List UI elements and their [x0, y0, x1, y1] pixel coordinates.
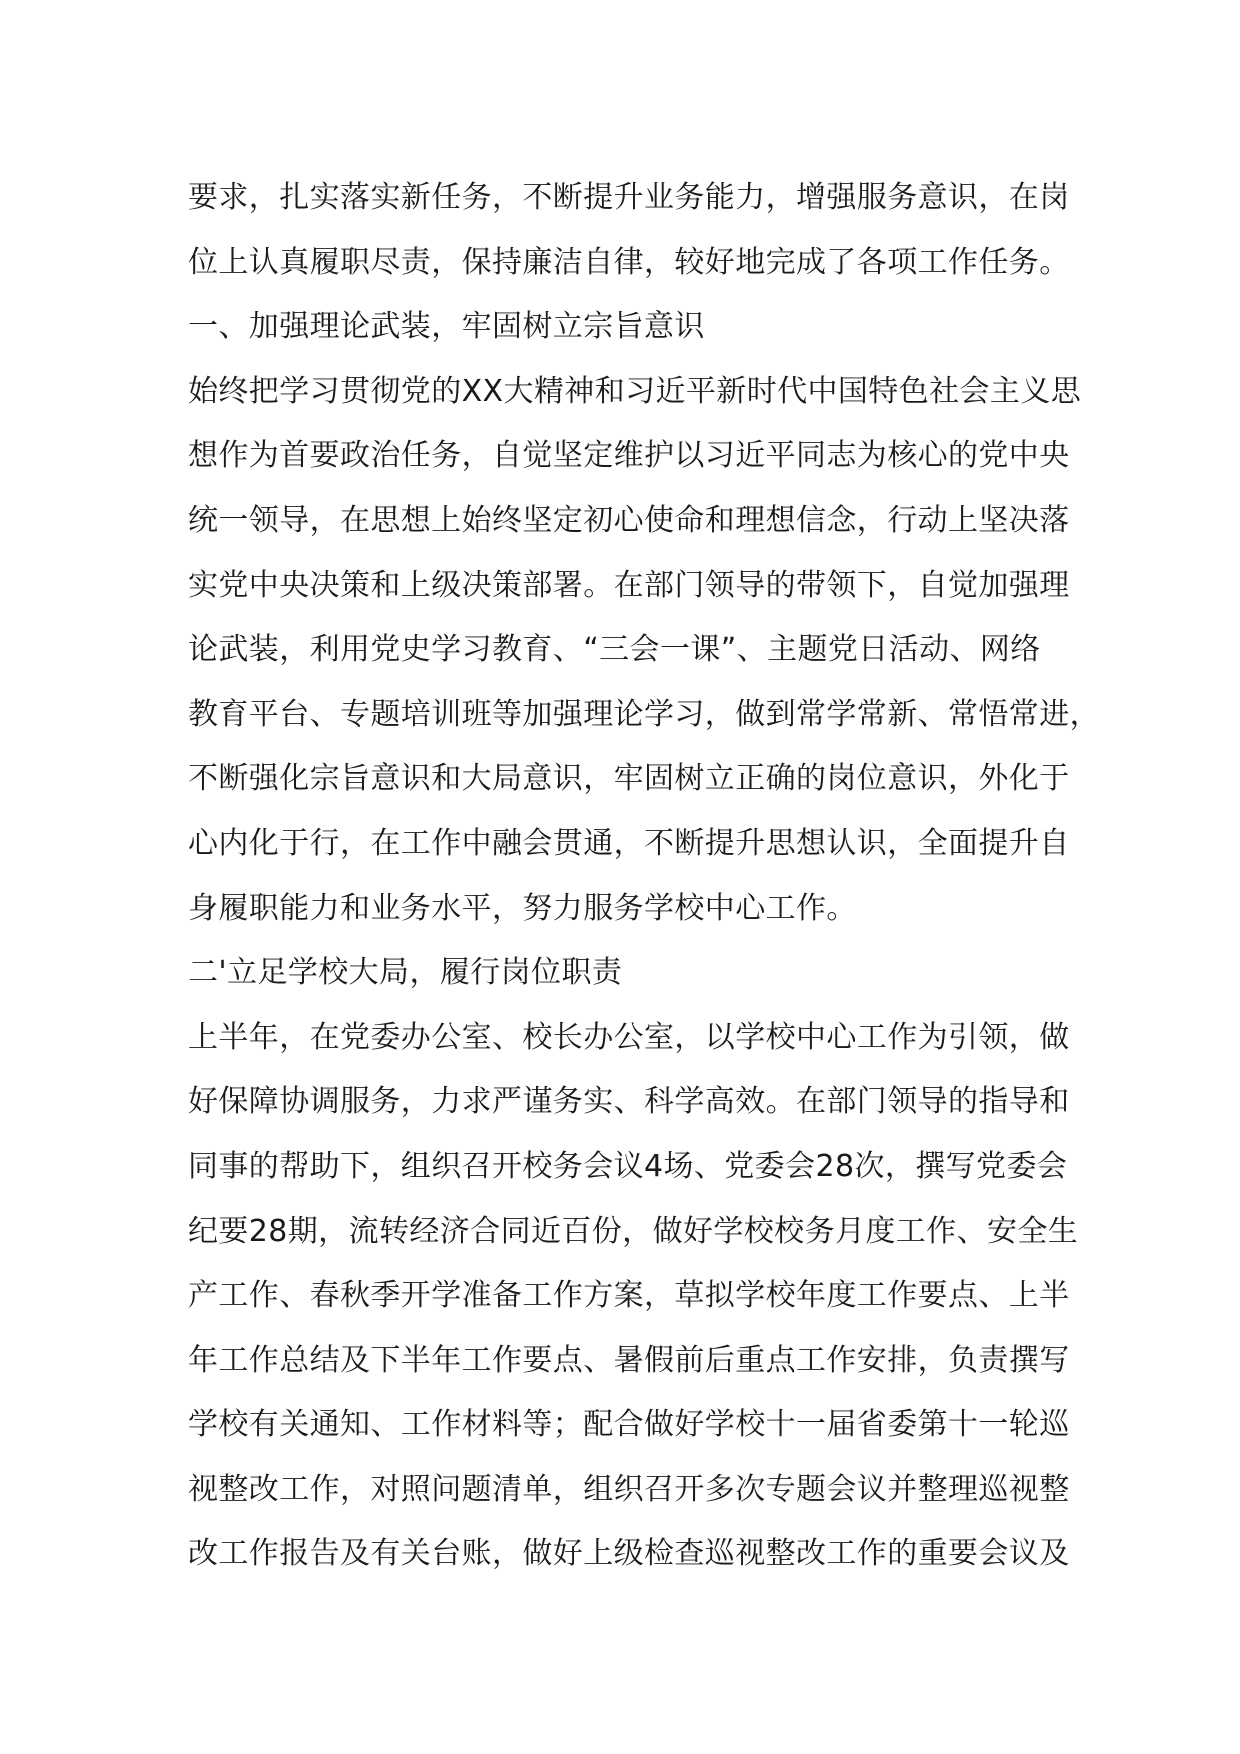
paragraph-line: 位上认真履职尽责，保持廉洁自律，较好地完成了各项工作任务。 [188, 244, 1070, 280]
paragraph-line: 不断强化宗旨意识和大局意识，牢固树立正确的岗位意识，外化于 [188, 761, 1070, 797]
paragraph-line: 年工作总结及下半年工作要点、暑假前后重点工作安排，负责撰写 [188, 1342, 1070, 1378]
paragraph-line: 改工作报告及有关台账，做好上级检查巡视整改工作的重要会议及 [188, 1536, 1070, 1572]
paragraph-line: 纪要28期，流转经济合同近百份，做好学校校务月度工作、安全生 [188, 1213, 1079, 1249]
paragraph-line: 同事的帮助下，组织召开校务会议4场、党委会28次，撰写党委会 [188, 1148, 1068, 1184]
paragraph-line: 始终把学习贯彻党的XX大精神和习近平新时代中国特色社会主义思 [188, 373, 1082, 409]
paragraph-line: 想作为首要政治任务，自觉坚定维护以习近平同志为核心的党中央 [188, 438, 1070, 474]
paragraph-line: 统一领导，在思想上始终坚定初心使命和理想信念，行动上坚决落 [188, 502, 1070, 538]
paragraph-line: 论武装，利用党史学习教育、“三会一课”、主题党日活动、网络 [188, 632, 1041, 668]
paragraph-line: 产工作、春秋季开学准备工作方案，草拟学校年度工作要点、上半 [188, 1278, 1070, 1314]
section-heading-2: 二'立足学校大局，履行岗位职责 [188, 955, 623, 991]
section-heading-1: 一、加强理论武装，牢固树立宗旨意识 [188, 309, 705, 345]
paragraph-line: 好保障协调服务，力求严谨务实、科学高效。在部门领导的指导和 [188, 1084, 1070, 1120]
document-body [188, 166, 1100, 1587]
paragraph-line: 要求，扎实落实新任务，不断提升业务能力，增强服务意识，在岗 [188, 180, 1070, 215]
paragraph-line: 视整改工作，对照问题清单，组织召开多次专题会议并整理巡视整 [188, 1471, 1070, 1507]
paragraph-line: 身履职能力和业务水平，努力服务学校中心工作。 [188, 890, 857, 926]
paragraph-line: 上半年，在党委办公室、校长办公室，以学校中心工作为引领，做 [188, 1019, 1070, 1055]
paragraph-line: 学校有关通知、工作材料等；配合做好学校十一届省委第十一轮巡 [188, 1407, 1070, 1443]
paragraph-line: 教育平台、专题培训班等加强理论学习，做到常学常新、常悟常进， [188, 696, 1100, 732]
paragraph-line: 实党中央决策和上级决策部署。在部门领导的带领下，自觉加强理 [188, 567, 1070, 603]
paragraph-line: 心内化于行，在工作中融会贯通，不断提升思想认识，全面提升自 [188, 825, 1070, 861]
